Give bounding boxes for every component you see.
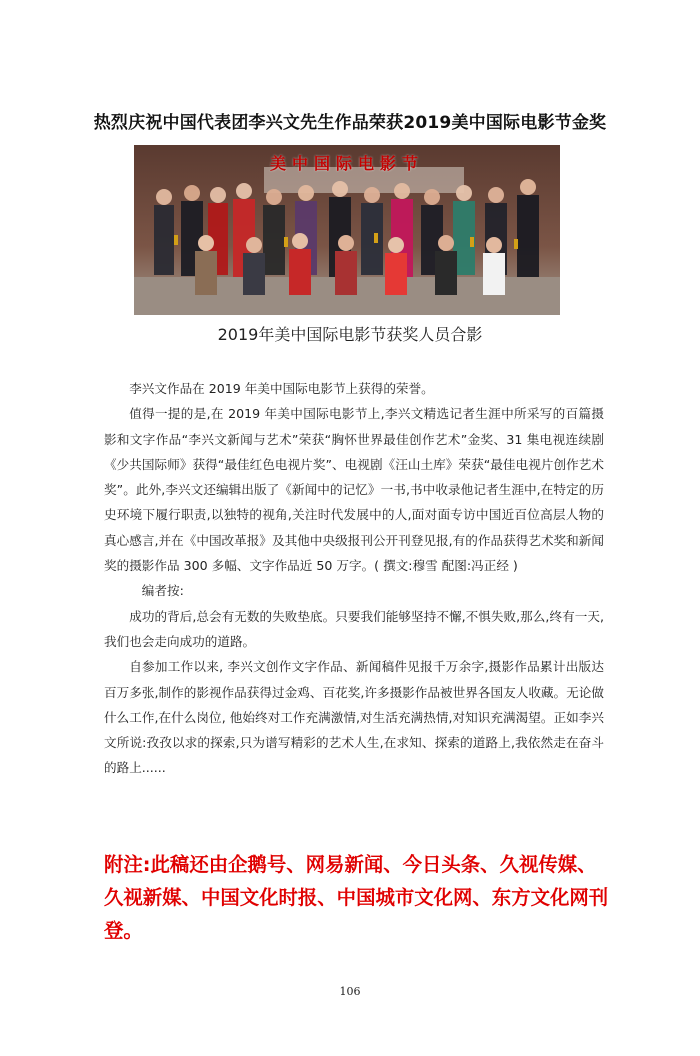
paragraph-1: 李兴文作品在 2019 年美中国际电影节上获得的荣誉。 <box>129 381 434 396</box>
group-photo <box>134 145 560 315</box>
paragraph-4: 自参加工作以来, 李兴文创作文字作品、新闻稿件见报千万余字,摄影作品累计出版达百万多张,制作的影视作品获得过金鸡、百花奖,许多摄影作品被世界各国友人收藏。无论做什么工作,在什么岗位, 他始终对工作充满激情,对生活充满热情,对知识充满渴望。正如李兴文所说:孜孜以求的探索,只为谱写精彩的艺术人生,在求知、探索的道路上,我依然走在奋斗的路上...... <box>104 659 604 776</box>
republication-notice: 附注:此稿还由企鹅号、网易新闻、今日头条、久视传媒、久视新媒、中国文化时报、中国城市文化网、东方文化网刊登。 <box>104 853 609 942</box>
photo-banner-text: 美中国际电影节 <box>269 154 424 173</box>
headline: 热烈庆祝中国代表团李兴文先生作品荣获2019美中国际电影节金奖 <box>93 113 607 133</box>
page-number: 106 <box>339 985 361 998</box>
paragraph-2: 值得一提的是,在 2019 年美中国际电影节上,李兴文精选记者生涯中所采写的百篇摄影和文字作品“李兴文新闻与艺术”荣获“胸怀世界最佳创作艺术”金奖、31 集电视连续剧《少共国际师》获得“最佳红色电视片奖”、电视剧《汪山土库》荣获“最佳电视片创作艺术奖”。此外,李兴文还编辑出版了《新闻中的记忆》一书,书中收录他记者生涯中,在特定的历史环境下履行职责,以独特的视角,关注时代发展中的人,面对面专访中国近百位高层人物的真心感言,并在《中国改革报》及其他中央级报刊公开刊登见报,有的作品获得艺术奖和新闻奖的摄影作品 300 多幅、文字作品近 50 万字。( 撰文:穆雪 配图:冯正经 ) <box>104 406 604 574</box>
article-body <box>104 376 604 781</box>
paragraph-3: 成功的背后,总会有无数的失败垫底。只要我们能够坚持不懈,不惧失败,那么,终有一天,我们也会走向成功的道路。 <box>104 608 604 649</box>
photo-caption: 2019年美中国际电影节获奖人员合影 <box>217 325 483 344</box>
editor-note-label: 编者按: <box>141 583 184 599</box>
